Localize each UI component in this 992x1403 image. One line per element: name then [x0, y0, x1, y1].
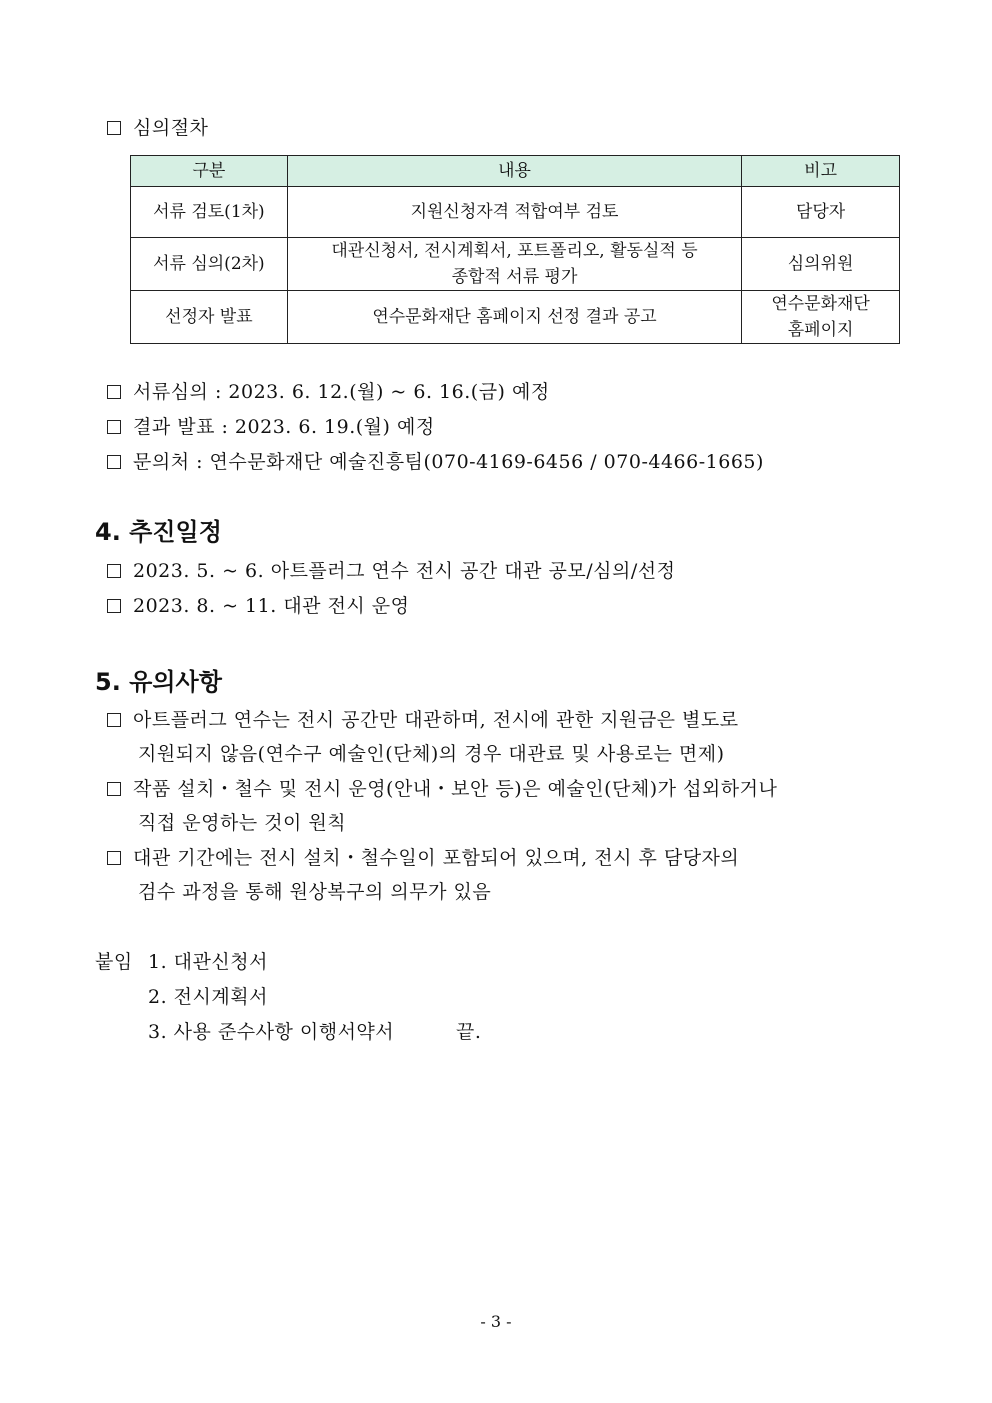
cell-content-line: 종합적 서류 평가	[451, 267, 578, 287]
table-row	[131, 187, 900, 238]
checkbox-square-icon	[107, 420, 121, 434]
checkbox-square-icon	[107, 782, 121, 796]
section5-item	[107, 777, 777, 801]
checkbox-square-icon	[107, 599, 121, 613]
cell-note-line: 연수문화재단	[771, 294, 870, 314]
schedule-item-text: 결과 발표 : 2023. 6. 19.(월) 예정	[133, 416, 435, 438]
section4-heading: 4. 추진일정	[95, 518, 222, 546]
cell-note-line: 홈페이지	[787, 320, 854, 340]
checkbox-square-icon	[107, 564, 121, 578]
checkbox-square-icon	[107, 455, 121, 469]
checkbox-square-icon	[107, 851, 121, 865]
table-row	[131, 291, 900, 344]
section5-item	[107, 708, 739, 732]
section5-item-text: 아트플러그 연수는 전시 공간만 대관하며, 전시에 관한 지원금은 별도로	[133, 709, 739, 731]
cell-stage: 서류 검토(1차)	[131, 187, 288, 238]
schedule-item	[107, 415, 435, 439]
checkbox-square-icon	[107, 385, 121, 399]
section5-item	[107, 846, 739, 870]
table-header-row	[131, 156, 900, 187]
header-note: 비고	[742, 156, 900, 187]
schedule-item	[107, 450, 764, 474]
schedule-item-text: 서류심의 : 2023. 6. 12.(월) ~ 6. 16.(금) 예정	[133, 381, 550, 403]
schedule-item-text: 문의처 : 연수문화재단 예술진흥팀(070-4169-6456 / 070-4466-1665)	[133, 451, 764, 473]
schedule-item	[107, 380, 550, 404]
checkbox-square-icon	[107, 713, 121, 727]
section5-item-continuation: 지원되지 않음(연수구 예술인(단체)의 경우 대관료 및 사용로는 면제)	[138, 743, 725, 765]
section4-item-text: 2023. 8. ~ 11. 대관 전시 운영	[133, 595, 410, 617]
review-title-line	[107, 116, 208, 140]
cell-stage: 선정자 발표	[131, 291, 288, 344]
review-title: 심의절차	[133, 117, 209, 139]
section4-item	[107, 559, 675, 583]
end-mark: 끝.	[456, 1021, 482, 1043]
page-number: - 3 -	[480, 1312, 512, 1331]
section5-item-continuation: 직접 운영하는 것이 원칙	[138, 812, 347, 834]
cell-note: 담당자	[742, 187, 900, 238]
section5-item-text: 작품 설치・철수 및 전시 운영(안내・보안 등)은 예술인(단체)가 섭외하거나	[133, 778, 778, 800]
table-row	[131, 238, 900, 291]
section5-item-continuation: 검수 과정을 통해 원상복구의 의무가 있음	[138, 881, 492, 903]
header-category: 구분	[131, 156, 288, 187]
section4-item-text: 2023. 5. ~ 6. 아트플러그 연수 전시 공간 대관 공모/심의/선정	[133, 560, 676, 582]
attachment-item: 2. 전시계획서	[148, 986, 268, 1008]
checkbox-square-icon	[107, 121, 121, 135]
cell-content	[287, 238, 741, 291]
cell-content: 지원신청자격 적합여부 검토	[287, 187, 741, 238]
cell-content: 연수문화재단 홈페이지 선정 결과 공고	[287, 291, 741, 344]
attachments-label: 붙임	[95, 951, 133, 973]
cell-content-line: 대관신청서, 전시계획서, 포트폴리오, 활동실적 등	[331, 241, 698, 261]
attachment-item: 1. 대관신청서	[148, 951, 268, 973]
attachment-item: 3. 사용 준수사항 이행서약서	[148, 1021, 395, 1043]
section5-heading: 5. 유의사항	[95, 668, 222, 696]
section4-item	[107, 594, 410, 618]
header-content: 내용	[287, 156, 741, 187]
cell-stage: 서류 심의(2차)	[131, 238, 288, 291]
review-table	[130, 155, 900, 344]
cell-note: 심의위원	[742, 238, 900, 291]
section5-item-text: 대관 기간에는 전시 설치・철수일이 포함되어 있으며, 전시 후 담당자의	[133, 847, 740, 869]
cell-note	[742, 291, 900, 344]
